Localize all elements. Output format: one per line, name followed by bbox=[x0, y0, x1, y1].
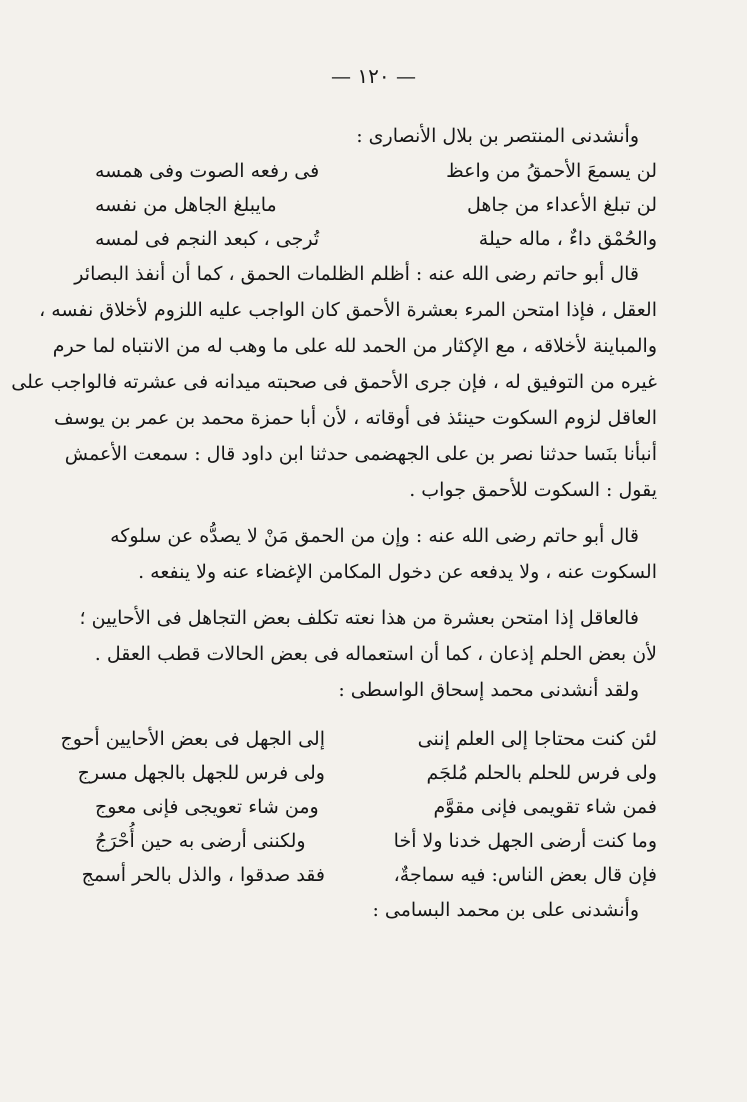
verse-line bbox=[60, 722, 657, 756]
paragraph-line: يقول : السكوت للأحمق جواب . bbox=[409, 479, 657, 501]
verse-hemistich-first: لن تبلغ الأعداء من جاهل bbox=[466, 194, 657, 216]
poem-intro: ولقد أنشدنى محمد إسحاق الواسطى : bbox=[338, 679, 639, 701]
verse-hemistich-first: لئن كنت محتاجا إلى العلم إننى bbox=[417, 728, 657, 750]
verse-hemistich-first: لن يسمعَ الأحمقُ من واعظ bbox=[446, 160, 657, 182]
verse-hemistich-first: فإن قال بعض الناس: فيه سماجةٌ، bbox=[393, 864, 657, 886]
verse-hemistich-first: فمن شاء تقويمى فإنى مقوَّم bbox=[433, 796, 657, 818]
paragraph-line: السكوت عنه ، ولا يدفعه عن دخول المكامن الإغضاء عنه ولا ينفعه . bbox=[138, 561, 657, 583]
verse-line bbox=[81, 858, 657, 892]
paragraph-line: العقل ، فإذا امتحن المرء بعشرة الأحمق كان الواجب عليه اللزوم لأخلاق نفسه ، bbox=[39, 299, 657, 321]
verse-line bbox=[95, 790, 657, 824]
verse-hemistich-second: فقد صدقوا ، والذل بالحر أسمج bbox=[81, 864, 325, 886]
verse-hemistich-second: إلى الجهل فى بعض الأحايين أحوج bbox=[60, 728, 325, 750]
paragraph-line: العاقل لزوم السكوت حينئذ فى أوقاته ، لأن أبا حمزة محمد بن عمر بن يوسف bbox=[54, 407, 657, 429]
paragraph-line: لأن بعض الحلم إذعان ، كما أن استعماله فى بعض الحالات قطب العقل . bbox=[94, 643, 657, 665]
poem-intro: وأنشدنى المنتصر بن بلال الأنصارى : bbox=[356, 125, 639, 147]
verse-line bbox=[95, 824, 657, 858]
verse-hemistich-first: والحُمْق داءٌ ، ماله حيلة bbox=[478, 228, 657, 250]
verse-hemistich-first: ولى فرس للحلم بالحلم مُلجَم bbox=[426, 762, 657, 784]
verse-line bbox=[95, 188, 657, 222]
page-number: — ١٢٠ — bbox=[331, 64, 416, 88]
paragraph-line: أنبأنا بنَسا حدثنا نصر بن على الجهضمى حدثنا ابن داود قال : سمعت الأعمش bbox=[64, 443, 657, 465]
verse-hemistich-second: فى رفعه الصوت وفى همسه bbox=[95, 160, 320, 182]
paragraph-line: قال أبو حاتم رضى الله عنه : أظلم الظلمات الحمق ، كما أن أنفذ البصائر bbox=[74, 263, 639, 285]
page-body bbox=[11, 118, 657, 928]
paragraph-line: فالعاقل إذا امتحن بعشرة من هذا نعته تكلف بعض التجاهل فى الأحايين ؛ bbox=[79, 607, 639, 629]
paragraph-line: غيره من التوفيق له ، فإن جرى الأحمق فى صحبته ميدانه فى عشرته فالواجب على bbox=[11, 371, 657, 393]
verse-hemistich-second: مايبلغ الجاهل من نفسه bbox=[95, 194, 277, 216]
verse-hemistich-second: تُرجى ، كبعد النجم فى لمسه bbox=[95, 228, 320, 250]
paragraph-line: قال أبو حاتم رضى الله عنه : وإن من الحمق مَنْ لا يصدُّه عن سلوكه bbox=[110, 525, 639, 547]
verse-hemistich-first: وما كنت أرضى الجهل خدنا ولا أخا bbox=[393, 830, 657, 852]
verse-line bbox=[77, 756, 657, 790]
verse-line bbox=[95, 222, 657, 256]
verse-hemistich-second: ولى فرس للجهل بالجهل مسرج bbox=[77, 762, 325, 784]
poem-intro: وأنشدنى على بن محمد البسامى : bbox=[372, 899, 639, 921]
verse-hemistich-second: ولكننى أرضى به حين أُحْرَجُ bbox=[95, 830, 306, 852]
verse-line bbox=[95, 154, 657, 188]
verse-hemistich-second: ومن شاء تعويجى فإنى معوج bbox=[95, 796, 319, 818]
paragraph-line: والمباينة لأخلاقه ، مع الإكثار من الحمد لله على ما وهب له من الانتباه لما حرم bbox=[52, 335, 657, 357]
